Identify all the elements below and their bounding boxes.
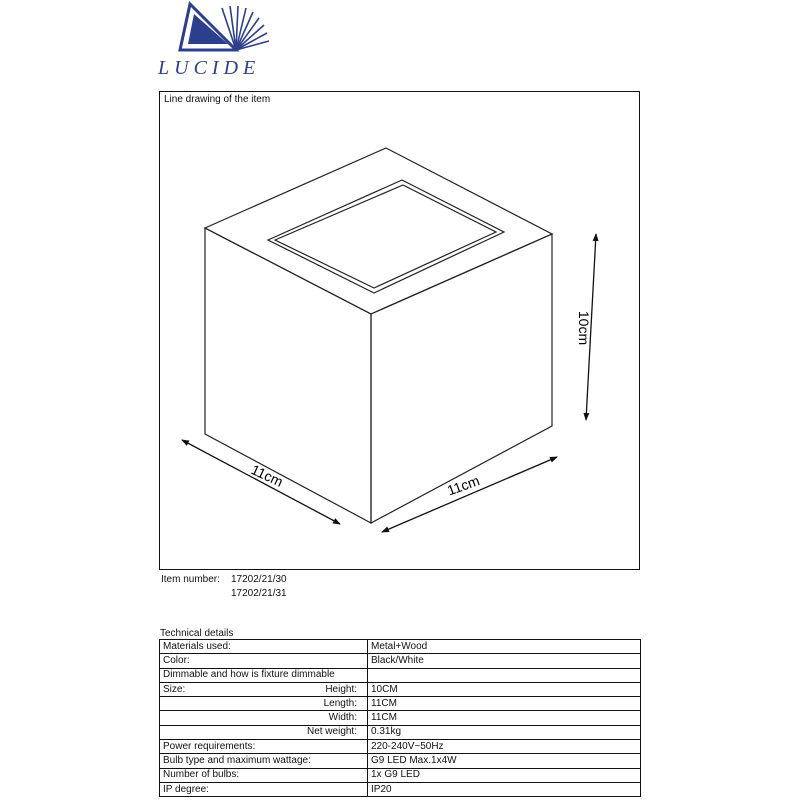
drawing-caption: Line drawing of the item (164, 94, 271, 105)
row-label (160, 711, 265, 725)
row-value: 0.31kg (368, 725, 641, 739)
row-value: 220-240V~50Hz (368, 740, 641, 754)
row-value: 1x G9 LED (368, 768, 641, 782)
row-label (160, 725, 265, 739)
table-row (160, 697, 641, 711)
row-label: Dimmable and how is fixture dimmable (160, 668, 368, 682)
row-value: 10CM (368, 682, 641, 696)
line-drawing-panel (159, 91, 640, 570)
table-row (160, 668, 641, 682)
row-value: Black/White (368, 654, 641, 668)
row-label: Materials used: (160, 640, 368, 654)
row-label: Bulb type and maximum wattage: (160, 754, 368, 768)
item-number-value: 17202/21/30 (231, 574, 287, 585)
item-number-block (161, 573, 287, 601)
table-row (160, 754, 641, 768)
row-label: Power requirements: (160, 740, 368, 754)
right-length-label: 11cm (444, 472, 482, 499)
left-length-label: 11cm (248, 461, 286, 490)
row-label: IP degree: (160, 782, 368, 796)
row-label: Number of bulbs: (160, 768, 368, 782)
row-label: Size: (160, 682, 265, 696)
technical-details-table (159, 639, 641, 797)
technical-details-title: Technical details (160, 628, 234, 639)
row-value: 11CM (368, 697, 641, 711)
table-row (160, 725, 641, 739)
table-row (160, 682, 641, 696)
row-sublabel: Width: (265, 711, 368, 725)
height-dimension-label: 10cm (576, 310, 592, 346)
table-row (160, 768, 641, 782)
row-label: Color: (160, 654, 368, 668)
row-sublabel: Height: (265, 682, 368, 696)
row-sublabel: Net weight: (265, 725, 368, 739)
table-row (160, 740, 641, 754)
cube-line-drawing (160, 92, 641, 571)
row-value: G9 LED Max.1x4W (368, 754, 641, 768)
row-label (160, 697, 265, 711)
row-value (368, 668, 641, 682)
left-length-dimension-line (182, 440, 340, 524)
table-row (160, 711, 641, 725)
row-value: IP20 (368, 782, 641, 796)
row-value: 11CM (368, 711, 641, 725)
item-number-label: Item number: (161, 574, 220, 585)
table-row (160, 782, 641, 796)
table-row (160, 640, 641, 654)
item-number-value: 17202/21/31 (231, 588, 287, 599)
row-value: Metal+Wood (368, 640, 641, 654)
table-row (160, 654, 641, 668)
row-sublabel: Length: (265, 697, 368, 711)
right-length-dimension-line (382, 457, 557, 532)
brand-name: LUCIDE (158, 57, 261, 79)
